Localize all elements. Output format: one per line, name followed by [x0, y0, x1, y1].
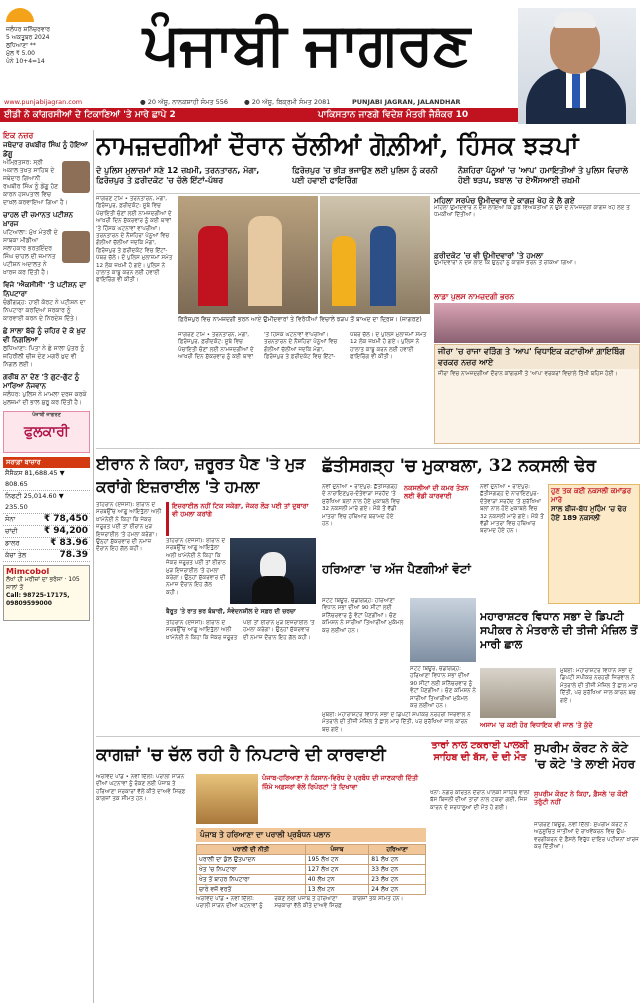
- nomination-photo: [434, 303, 640, 343]
- market-box: [3, 457, 90, 562]
- nanakshahi-date: ● 20 ਅੱਸੂ, ਨਾਨਕਸ਼ਾਹੀ ਸੰਮਤ 556: [140, 98, 228, 106]
- brief-text: ਪਟਿਆਲਾ: ਮੁੱਖ ਮੰਤਰੀ ਦੇ ਸਾਬਕਾ ਮੀਡੀਆ ਸਲਾਹਕਾਰ ਭਰਤਇੰਦਰ ਸਿੰਘ ਚਾਹਲ ਦੀ ਜ਼ਮਾਨਤ ਪਟੀਸ਼ਨ ਅਦਾਲਤ ਨੇ ਖ਼ਾਰਜ ਕਰ ਦਿੱਤੀ ਹੈ।: [3, 229, 58, 276]
- khamenei-photo: [230, 538, 316, 604]
- iran-text-3: ਤਹਿਰਾਨ (ਏਜੰਸੀ): ਈਰਾਨ ਦੇ ਸਰਬਉੱਚ ਆਗੂ ਆਇਤੁੱਲਾ ਅਲੀ ਖ਼ਾਮੇਨੇਈ ਨੇ ਕਿਹਾ ਕਿ ਜੇਕਰ ਜ਼ਰੂਰਤ ਪਈ ਤਾਂ ਈਰਾਨ ਮੁੜ ਇਜ਼ਰਾਈਲ 'ਤੇ ਹਮਲਾ ਕਰੇਗਾ। ਉਨ੍ਹਾਂ ਸ਼ੁੱਕਰਵਾਰ ਦੀ ਨਮਾਜ਼ ਦੌਰਾਨ ਇਹ ਗੱਲ ਕਹੀ।: [166, 620, 315, 641]
- table-header-row: [197, 845, 426, 855]
- nifty-value: ਨਿਫਟੀ 25,014.60 ▼ 235.50: [5, 492, 64, 511]
- brief-text: ਜਲੰਧਰ: ਪੁਲਿਸ ਨੇ ਮਾਮਲਾ ਦਰਜ ਕਰਕੇ ਮੁਲਜ਼ਮਾਂ ਦੀ ਭਾਲ ਸ਼ੁਰੂ ਕਰ ਦਿੱਤੀ ਹੈ।: [3, 391, 87, 406]
- photo-caption: ਫ਼ਿਰੋਜ਼ਪੁਰ ਵਿਚ ਨਾਮਜ਼ਦਗੀ ਭਰਨ ਆਏ ਉਮੀਦਵਾਰਾਂ ਤੇ ਵਿਰੋਧੀਆਂ ਵਿਚਾਲੇ ਝੜਪ ਤੋਂ ਬਾਅਦ ਦਾ ਦ੍ਰਿਸ਼। (ਜਾਗਰਣ): [178, 316, 422, 323]
- stubble-table: [196, 844, 426, 895]
- side-story-text: ਉਮੀਦਵਾਰਾਂ ਨੇ ਦੋਸ਼ ਲਾਏ ਕਿ ਉਨ੍ਹਾਂ ਨੂੰ ਕਾਗਜ਼ ਭਰਨ ਤੋਂ ਰੋਕਿਆ ਗਿਆ।: [434, 260, 577, 266]
- masthead-date: 5 ਅਕਤੂਬਰ 2024: [6, 34, 50, 41]
- subheadline-2: ਫ਼ਿਰੋਜ਼ਪੁਰ 'ਚ ਭੀੜ ਭਜਾਉਣ ਲਈ ਪੁਲਿਸ ਨੂੰ ਕਰਨੀ ਪਈ ਹਵਾਈ ਫਾਇਰਿੰਗ: [292, 166, 438, 185]
- sensex-row: [3, 468, 90, 491]
- supplement-label: ਪੰਜਾਬੀ ਜਾਗਰਣ: [32, 412, 61, 418]
- naxal-side-title[interactable]: ਨਕਸਲੀਆਂ ਦੀ ਕਮਰ ਤੋੜਨ ਲਈ ਵੱਡੀ ਕਾਰਵਾਈ: [404, 484, 469, 500]
- dollar-label: ਡਾਲਰ: [5, 539, 20, 547]
- side-story-title[interactable]: ਲਾਡਾ ਪੁਲਸ ਨਾਮਜ਼ਦਗੀ ਭਰਨ: [434, 292, 515, 301]
- left-column: [0, 130, 94, 1003]
- table-header: ਪੰਜਾਬ: [305, 845, 369, 855]
- maharashtra-text-2: ਮੁੰਬਈ: ਮਹਾਰਾਸ਼ਟਰ ਵਿਧਾਨ ਸਭਾ ਦੇ ਡਿਪਟੀ ਸਪੀਕਰ ਨਰਹਰੀ ਜਿਰਵਾਲ ਨੇ ਮੰਤਰਾਲੇ ਦੀ ਤੀਜੀ ਮੰਜ਼ਿਲ ਤੋਂ ਛਾਲ ਮਾਰ ਦਿੱਤੀ, ਪਰ ਸੁਰੱਖਿਆ ਜਾਲ ਕਾਰਨ ਬਚ ਗਏ।: [322, 712, 471, 733]
- gold-value: ₹ 78,450: [43, 514, 88, 524]
- lead-story-continued: ਜਾਗਰਣ ਟੀਮ • ਤਰਨਤਾਰਨ, ਮੋਗਾ, ਫ਼ਿਰੋਜ਼ਪੁਰ, ਫ਼ਰੀਦਕੋਟ: ਸੂਬੇ ਵਿਚ ਪੰਚਾਇਤੀ ਚੋਣਾਂ ਲਈ ਨਾਮਜ਼ਦਗੀਆਂ ਦੇ ਆਖ਼ਰੀ ਦਿਨ ਸ਼ੁੱਕਰਵਾਰ ਨੂੰ ਕਈ ਥਾਵਾਂ 'ਤੇ ਹਿੰਸਕ ਘਟਨਾਵਾਂ ਵਾਪਰੀਆਂ। ਤਰਨਤਾਰਨ ਦੇ ਨੌਸ਼ਹਿਰਾ ਪੰਨੂਆਂ ਵਿਚ ਗੋਲੀਆਂ ਚੱਲੀਆਂ ਜਦਕਿ ਮੋਗਾ, ਫ਼ਿਰੋਜ਼ਪੁਰ ਤੇ ਫ਼ਰੀਦਕੋਟ ਵਿਚ ਇੱਟਾਂ-ਪੱਥਰ ਚੱਲੇ। ਦੋ ਪੁਲਿਸ ਮੁਲਾਜ਼ਮਾਂ ਸਮੇਤ 12 ਲੋਕ ਜ਼ਖ਼ਮੀ ਹੋ ਗਏ। ਪੁਲਿਸ ਨੇ ਹਾਲਾਤ ਕਾਬੂ ਕਰਨ ਲਈ ਹਵਾਈ ਫਾਇਰਿੰਗ ਵੀ ਕੀਤੀ।: [178, 332, 427, 361]
- iran-text: ਤਹਿਰਾਨ (ਏਜੰਸੀ): ਈਰਾਨ ਦੇ ਸਰਬਉੱਚ ਆਗੂ ਆਇਤੁੱਲਾ ਅਲੀ ਖ਼ਾਮੇਨੇਈ ਨੇ ਕਿਹਾ ਕਿ ਜੇਕਰ ਜ਼ਰੂਰਤ ਪਈ ਤਾਂ ਈਰਾਨ ਮੁੜ ਇਜ਼ਰਾਈਲ 'ਤੇ ਹਮਲਾ ਕਰੇਗਾ। ਉਨ੍ਹਾਂ ਸ਼ੁੱਕਰਵਾਰ ਦੀ ਨਮਾਜ਼ ਦੌਰਾਨ ਇਹ ਗੱਲ ਕਹੀ।: [96, 502, 162, 553]
- table-cell: ਚਾਰੇ ਵਜੋਂ ਵਰਤੋਂ: [197, 885, 306, 895]
- haryana-text: ਸਟੇਟ ਬਿਊਰੋ, ਚੰਡੀਗੜ੍ਹ: ਹਰਿਆਣਾ ਵਿਧਾਨ ਸਭਾ ਦੀਆਂ 90 ਸੀਟਾਂ ਲਈ ਸ਼ਨਿੱਚਰਵਾਰ ਨੂੰ ਵੋਟਾਂ ਪੈਣਗੀਆਂ। ਚੋਣ ਕਮਿਸ਼ਨ ਨੇ ਸਾਰੀਆਂ ਤਿਆਰੀਆਂ ਮੁਕੰਮਲ ਕਰ ਲਈਆਂ ਹਨ।: [322, 598, 404, 634]
- teaser-left[interactable]: ਈਡੀ ਨੇ ਕਾਂਗਰਸੀਆਂ ਦੇ ਟਿਕਾਣਿਆਂ 'ਤੇ ਮਾਰੇ ਛਾਪੇ 2: [4, 110, 176, 120]
- silver-row: [3, 526, 90, 538]
- crude-label: ਕੱਚਾ ਤੇਲ: [5, 551, 27, 559]
- iran-headline[interactable]: ਈਰਾਨ ਨੇ ਕਿਹਾ, ਜ਼ਰੂਰਤ ਪੈਣ 'ਤੇ ਮੁੜ ਕਰਾਂਗੇ ਇਜ਼ਰਾਈਲ 'ਤੇ ਹਮਲਾ: [96, 454, 306, 496]
- masthead-pages: ਪੰਨੇ 10+4=14: [6, 58, 45, 65]
- table-row: [197, 875, 426, 885]
- haryana-headline[interactable]: ਹਰਿਆਣਾ 'ਚ ਅੱਜ ਪੈਣਗੀਆਂ ਵੋਟਾਂ: [322, 562, 471, 576]
- zira-box-text: ਜ਼ੀਰਾ ਵਿਚ ਨਾਮਜ਼ਦਗੀਆਂ ਦੌਰਾਨ ਕਾਂਗਰਸੀ ਤੇ 'ਆਪ' ਵਰਕਰਾਂ ਵਿਚਾਲੇ ਤਿੱਖੀ ਬਹਿਸ ਹੋਈ।: [438, 371, 618, 377]
- gold-row: [3, 514, 90, 526]
- masthead-info: [6, 8, 94, 66]
- jathedar-photo: [62, 161, 90, 193]
- sun-logo-icon: [6, 8, 34, 22]
- stubble-text-2: ਅਰਵਿੰਦ ਪਾਂਡੇ • ਨਵੀਂ ਦਿੱਲੀ: ਪਰਾਲੀ ਸਾੜਨ ਦੀਆਂ ਘਟਨਾਵਾਂ ਨੂੰ ਰੋਕਣ ਲਈ ਪੰਜਾਬ ਤੇ ਹਰਿਆਣਾ ਸਰਕਾਰਾਂ ਵੱਲੋਂ ਕੀਤੇ ਦਾਅਵੇ ਸਿਰਫ਼ ਕਾਗਜ਼ਾਂ ਤਕ ਸੀਮਤ ਹਨ।: [196, 896, 404, 910]
- masthead-city-day: ਜਲੰਧਰ ਸ਼ਨਿੱਚਰਵਾਰ: [6, 26, 51, 33]
- newspaper-title: ਪੰਜਾਬੀ ਜਾਗਰਣ: [142, 10, 470, 78]
- subheadline-3: ਨੌਸ਼ਹਿਰਾ ਪੰਨੂਆਂ 'ਚ 'ਆਪ' ਹਮਾਇਤੀਆਂ ਤੇ ਪੁਲਿਸ ਵਿਚਾਲੇ ਹੋਈ ਝੜਪ, ਝਬਾਲ 'ਚ ਏਐੱਸਆਈ ਜ਼ਖ਼ਮੀ: [458, 166, 628, 185]
- masthead-infobar: [0, 96, 518, 108]
- iran-caption: ਬੈਰੂਤ 'ਤੇ ਰਾਤ ਭਰ ਬੰਬਾਰੀ, ਸੰਵੇਦਨਸ਼ੀਲ ਦੇ ਸਫ਼ਰ ਦੀ ਚਰਚਾ: [166, 608, 296, 615]
- table-cell: 33 ਲੱਖ ਟਨ: [369, 865, 426, 875]
- naxal-box: [548, 484, 640, 604]
- brief-text: ਲੁਧਿਆਣਾ: ਪਿਤਾ ਨੇ ਛੇ ਸਾਲਾ ਪੁੱਤਰ ਨੂੰ ਜ਼ਹਿਰੀਲੀ ਚੀਜ਼ ਦੇਣ ਮਗਰੋਂ ਖ਼ੁਦ ਵੀ ਨਿਗਲ ਲਈ।: [3, 345, 85, 368]
- table-header: ਪਰਾਲੀ ਦੀ ਨੀਤੀ: [197, 845, 306, 855]
- brief-title[interactable]: ਗਰੀਬ ਨਾ ਦੇਣ 'ਤੇ ਗੁਟ-ਗੁੱਟ ਨੂੰ ਮਾਰਿਆ ਨੋਜਵਾਨ: [3, 373, 80, 390]
- side-story-text: ਮਹਿਲਾ ਉਮੀਦਵਾਰ ਨੇ ਦੋਸ਼ ਲਾਇਆ ਕਿ ਕੁਝ ਵਿਅਕਤੀਆਂ ਨੇ ਉਸ ਦੇ ਨਾਮਜ਼ਦਗੀ ਕਾਗਜ਼ ਖੋਹ ਲਏ ਤੇ ਧਮਕੀਆਂ ਦਿੱਤੀਆਂ।: [434, 205, 630, 219]
- teaser-strip: [0, 108, 518, 122]
- chahal-photo: [62, 231, 90, 263]
- naxal-text-2: ਨਵੀਂ ਦੁਨੀਆ • ਰਾਏਪੁਰ: ਛੱਤੀਸਗੜ੍ਹ ਦੇ ਨਾਰਾਇਣਪੁਰ-ਦੰਤੇਵਾੜਾ ਸਰਹੱਦ 'ਤੇ ਸੁਰੱਖਿਆ ਬਲਾਂ ਨਾਲ ਹੋਏ ਮੁਕਾਬਲੇ ਵਿਚ 32 ਨਕਸਲੀ ਮਾਰੇ ਗਏ। ਮੌਕੇ ਤੋਂ ਵੱਡੀ ਮਾਤਰਾ ਵਿਚ ਹਥਿਆਰ ਬਰਾਮਦ ਹੋਏ ਹਨ।: [480, 484, 544, 535]
- masthead-edition: ਲੁਧਿਆਣਾ **: [6, 42, 36, 49]
- clash-photo-2: [320, 196, 430, 314]
- table-header: ਹਰਿਆਣਾ: [369, 845, 426, 855]
- brief-title[interactable]: ਵਿਜੇ 'ਐਕਸੀਸੀ' 'ਤੇ ਪਟੀਸ਼ਨ ਦਾ ਨਿਪਟਾਰਾ: [3, 281, 86, 298]
- ad-brand: Mimcobol: [6, 567, 50, 576]
- naxal-text: ਨਵੀਂ ਦੁਨੀਆ • ਰਾਏਪੁਰ: ਛੱਤੀਸਗੜ੍ਹ ਦੇ ਨਾਰਾਇਣਪੁਰ-ਦੰਤੇਵਾੜਾ ਸਰਹੱਦ 'ਤੇ ਸੁਰੱਖਿਆ ਬਲਾਂ ਨਾਲ ਹੋਏ ਮੁਕਾਬਲੇ ਵਿਚ 32 ਨਕਸਲੀ ਮਾਰੇ ਗਏ। ਮੌਕੇ ਤੋਂ ਵੱਡੀ ਮਾਤਰਾ ਵਿਚ ਹਥਿਆਰ ਬਰਾਮਦ ਹੋਏ ਹਨ।: [322, 484, 400, 528]
- table-row: [197, 865, 426, 875]
- iran-quote: ਇਜ਼ਰਾਈਲ ਨਹੀਂ ਟਿਕ ਸਕੇਗਾ, ਜੇਕਰ ਲੋੜ ਪਈ ਤਾਂ ਦੁਬਾਰਾ ਵੀ ਹਮਲਾ ਕਰਾਂਗੇ: [166, 502, 316, 536]
- sc-side: ਸੁਪਰੀਮ ਕੋਰਟ ਨੇ ਕਿਹਾ, ਫ਼ੈਸਲੇ 'ਚ ਕੋਈ ਤਰੁੱਟੀ ਨਹੀਂ: [534, 790, 628, 806]
- zira-box: [434, 344, 640, 444]
- edition-name: PUNJABI JAGRAN, JALANDHAR: [352, 98, 461, 106]
- clash-photo-1: [178, 196, 318, 314]
- lead-story-text: ਜਾਗਰਣ ਟੀਮ • ਤਰਨਤਾਰਨ, ਮੋਗਾ, ਫ਼ਿਰੋਜ਼ਪੁਰ, ਫ਼ਰੀਦਕੋਟ: ਸੂਬੇ ਵਿਚ ਪੰਚਾਇਤੀ ਚੋਣਾਂ ਲਈ ਨਾਮਜ਼ਦਗੀਆਂ ਦੇ ਆਖ਼ਰੀ ਦਿਨ ਸ਼ੁੱਕਰਵਾਰ ਨੂੰ ਕਈ ਥਾਵਾਂ 'ਤੇ ਹਿੰਸਕ ਘਟਨਾਵਾਂ ਵਾਪਰੀਆਂ। ਤਰਨਤਾਰਨ ਦੇ ਨੌਸ਼ਹਿਰਾ ਪੰਨੂਆਂ ਵਿਚ ਗੋਲੀਆਂ ਚੱਲੀਆਂ ਜਦਕਿ ਮੋਗਾ, ਫ਼ਿਰੋਜ਼ਪੁਰ ਤੇ ਫ਼ਰੀਦਕੋਟ ਵਿਚ ਇੱਟਾਂ-ਪੱਥਰ ਚੱਲੇ। ਦੋ ਪੁਲਿਸ ਮੁਲਾਜ਼ਮਾਂ ਸਮੇਤ 12 ਲੋਕ ਜ਼ਖ਼ਮੀ ਹੋ ਗਏ। ਪੁਲਿਸ ਨੇ ਹਾਲਾਤ ਕਾਬੂ ਕਰਨ ਲਈ ਹਵਾਈ ਫਾਇਰਿੰਗ ਵੀ ਕੀਤੀ।: [96, 196, 173, 284]
- teaser-right[interactable]: ਪਾਕਿਸਤਾਨ ਜਾਣਗੇ ਵਿਦੇਸ਼ ਮੰਤਰੀ ਜੈਸ਼ੰਕਰ 10: [318, 110, 469, 120]
- dollar-value: ₹ 83.96: [50, 538, 88, 548]
- silver-value: ₹ 94,200: [43, 526, 88, 536]
- supplement-name: ਫੁਲਕਾਰੀ: [23, 424, 70, 440]
- dollar-row: [3, 538, 90, 550]
- subheadline-1: ਦੋ ਪੁਲਿਸ ਮੁਲਾਜ਼ਮਾਂ ਸਣੇ 12 ਜ਼ਖ਼ਮੀ, ਤਰਨਤਾਰਨ, ਮੋਗਾ, ਫ਼ਿਰੋਜ਼ਪੁਰ ਤੇ ਫ਼ਰੀਦਕੋਟ 'ਚ ਚੱਲੇ ਇੱਟਾਂ-ਪੱਥਰ: [96, 166, 260, 185]
- table-cell: ਖੇਤ ਤੋਂ ਬਾਹਰ ਨਿਪਟਾਰਾ: [197, 875, 306, 885]
- stubble-headline[interactable]: ਕਾਗਜ਼ਾਂ 'ਚ ਚੱਲ ਰਹੀ ਹੈ ਨਿਪਟਾਰੇ ਦੀ ਕਾਰਵਾਈ: [96, 745, 386, 765]
- website-link[interactable]: www.punjabijagran.com: [4, 98, 83, 106]
- brief-title[interactable]: ਚਾਹਲ ਦੀ ਜ਼ਮਾਨਤ ਪਟੀਸ਼ਨ ਖ਼ਾਰਜ: [3, 211, 73, 228]
- palki-headline[interactable]: ਤਾਰਾਂ ਨਾਲ ਟਕਰਾਈ ਪਾਲਕੀ ਸਾਹਿਬ ਦੀ ਬੱਸ, ਦੋ ਦੀ ਮੌਤ: [431, 740, 529, 763]
- net-photo: [480, 668, 556, 718]
- table-cell: 23 ਲੱਖ ਟਨ: [369, 875, 426, 885]
- main-headline[interactable]: ਨਾਮਜ਼ਦਗੀਆਂ ਦੌਰਾਨ ਚੱਲੀਆਂ ਗੋਲ਼ੀਆਂ, ਹਿੰਸਕ ਝੜਪਾਂ: [96, 131, 579, 160]
- phulkari-supplement[interactable]: [3, 411, 90, 453]
- bikrami-date: ● 20 ਅੱਸੂ, ਬਿਕ੍ਰਮੀ ਸੰਮਤ 2081: [244, 98, 331, 106]
- table-title: ਪੰਜਾਬ ਤੇ ਹਰਿਆਣਾ ਦਾ ਪਰਾਲੀ ਪ੍ਰਬੰਧਨ ਪਲਾਨ: [196, 828, 426, 842]
- maharashtra-headline[interactable]: ਮਹਾਰਾਸ਼ਟਰ ਵਿਧਾਨ ਸਭਾ ਦੇ ਡਿਪਟੀ ਸਪੀਕਰ ਨੇ ਮੰਤਰਾਲੇ ਦੀ ਤੀਜੀ ਮੰਜ਼ਿਲ ਤੋਂ ਮਾਰੀ ਛਾਲ: [480, 610, 638, 651]
- stubble-bullets: [262, 774, 426, 824]
- stubble-text: ਅਰਵਿੰਦ ਪਾਂਡੇ • ਨਵੀਂ ਦਿੱਲੀ: ਪਰਾਲੀ ਸਾੜਨ ਦੀਆਂ ਘਟਨਾਵਾਂ ਨੂੰ ਰੋਕਣ ਲਈ ਪੰਜਾਬ ਤੇ ਹਰਿਆਣਾ ਸਰਕਾਰਾਂ ਵੱਲੋਂ ਕੀਤੇ ਦਾਅਵੇ ਸਿਰਫ਼ ਕਾਗਜ਼ਾਂ ਤਕ ਸੀਮਤ ਹਨ।: [96, 774, 186, 803]
- haryana-text-2: ਸਟੇਟ ਬਿਊਰੋ, ਚੰਡੀਗੜ੍ਹ: ਹਰਿਆਣਾ ਵਿਧਾਨ ਸਭਾ ਦੀਆਂ 90 ਸੀਟਾਂ ਲਈ ਸ਼ਨਿੱਚਰਵਾਰ ਨੂੰ ਵੋਟਾਂ ਪੈਣਗੀਆਂ। ਚੋਣ ਕਮਿਸ਼ਨ ਨੇ ਸਾਰੀਆਂ ਤਿਆਰੀਆਂ ਮੁਕੰਮਲ ਕਰ ਲਈਆਂ ਹਨ।: [410, 666, 476, 710]
- naxal-box-text: ਸਾਲ ਬੀਜ-ਬੱਧ ਮੁਹਿੰਮ 'ਚ ਢੇਰ ਹੋਏ 189 ਨਕਸਲੀ: [551, 505, 627, 522]
- brief-title[interactable]: ਜਥੇਦਾਰ ਰਘਬੀਰ ਸਿੰਘ ਨੂੰ ਹੋਇਆ ਡੇਂਗੂ: [3, 141, 88, 158]
- stubble-bullet: ਪੰਜਾਬ-ਹਰਿਆਣਾ ਨੇ ਕਿਸਾਨ-ਵਿਰੋਧ ਦੇ ਪ੍ਰਬੰਧ ਦੀ ਜਾਣਕਾਰੀ ਦਿੱਤੀ: [262, 774, 419, 782]
- market-title: ਸਰਾਫ਼ਾ ਬਾਜ਼ਾਰ: [3, 457, 90, 468]
- table-cell: ਖੇਤ 'ਚ ਨਿਪਟਾਰਾ: [197, 865, 306, 875]
- jaishankar-photo: [518, 8, 636, 124]
- nifty-row: [3, 491, 90, 514]
- polling-photo: [410, 598, 476, 662]
- zira-box-title[interactable]: ਜੀਰਾ 'ਚ ਰਾਜਾ ਵੜਿੰਗ ਤੇ 'ਆਪ' ਵਿਧਾਇਕ ਕਟਾਰੀਆਂ ਗ਼ਾਇਬਿੰਗ ਵਰਕਰ ਨਜ਼ਰ ਆਏ: [435, 345, 639, 369]
- side-story-title[interactable]: ਮਹਿਲਾ ਸਰਪੰਚ ਉਮੀਦਵਾਰ ਦੇ ਕਾਗਜ਼ ਖੋਹ ਕੇ ਲੈ ਗਏ: [434, 196, 575, 205]
- sc-headline[interactable]: ਸੁਪਰੀਮ ਕੋਰਟ ਨੇ ਕੋਟੇ 'ਚ ਕੋਟੇ 'ਤੇ ਲਾਈ ਮੋਹਰ: [534, 741, 636, 771]
- table-row: [197, 885, 426, 895]
- table-cell: 24 ਲੱਖ ਟਨ: [369, 885, 426, 895]
- brief-text: ਅੰਮ੍ਰਿਤਸਰ: ਸ੍ਰੀ ਅਕਾਲ ਤਖ਼ਤ ਸਾਹਿਬ ਦੇ ਜਥੇਦਾਰ ਗਿਆਨੀ ਰਘਬੀਰ ਸਿੰਘ ਨੂੰ ਡੇਂਗੂ ਹੋਣ ਕਾਰਨ ਹਸਪਤਾਲ ਵਿਚ ਦਾਖ਼ਲ ਕਰਵਾਇਆ ਗਿਆ ਹੈ।: [3, 159, 68, 206]
- table-row: [197, 855, 426, 865]
- silver-label: ਚਾਂਦੀ: [5, 527, 18, 535]
- iran-text-2: ਤਹਿਰਾਨ (ਏਜੰਸੀ): ਈਰਾਨ ਦੇ ਸਰਬਉੱਚ ਆਗੂ ਆਇਤੁੱਲਾ ਅਲੀ ਖ਼ਾਮੇਨੇਈ ਨੇ ਕਿਹਾ ਕਿ ਜੇਕਰ ਜ਼ਰੂਰਤ ਪਈ ਤਾਂ ਈਰਾਨ ਮੁੜ ਇਜ਼ਰਾਈਲ 'ਤੇ ਹਮਲਾ ਕਰੇਗਾ। ਉਨ੍ਹਾਂ ਸ਼ੁੱਕਰਵਾਰ ਦੀ ਨਮਾਜ਼ ਦੌਰਾਨ ਇਹ ਗੱਲ ਕਹੀ।: [166, 538, 226, 596]
- maharashtra-text: ਮੁੰਬਈ: ਮਹਾਰਾਸ਼ਟਰ ਵਿਧਾਨ ਸਭਾ ਦੇ ਡਿਪਟੀ ਸਪੀਕਰ ਨਰਹਰੀ ਜਿਰਵਾਲ ਨੇ ਮੰਤਰਾਲੇ ਦੀ ਤੀਜੀ ਮੰਜ਼ਿਲ ਤੋਂ ਛਾਲ ਮਾਰ ਦਿੱਤੀ, ਪਰ ਸੁਰੱਖਿਆ ਜਾਲ ਕਾਰਨ ਬਚ ਗਏ।: [560, 668, 638, 704]
- table-cell: 127 ਲੱਖ ਟਨ: [305, 865, 369, 875]
- ad-phone: Call: 98725-17175, 09809599000: [6, 592, 70, 607]
- table-cell: 40 ਲੱਖ ਟਨ: [305, 875, 369, 885]
- maharashtra-side: ਅਸਾਮ 'ਚ ਕਈ ਹੋਰ ਵਿਧਾਇਕ ਵੀ ਜਾਲ 'ਤੇ ਕੁੱਦੇ: [480, 721, 593, 729]
- gold-label: ਸੋਨਾ: [5, 515, 16, 523]
- advertisement[interactable]: [3, 565, 90, 621]
- side-story-title[interactable]: ਫ਼ਰੀਦਕੋਟ 'ਚ ਵੀ ਉਮੀਦਵਾਰਾਂ 'ਤੇ ਹਮਲਾ: [434, 251, 544, 260]
- stubble-photo: [196, 774, 258, 824]
- palki-text: ਖੰਨਾ: ਨਗਰ ਕੀਰਤਨ ਦੌਰਾਨ ਪਾਲਕੀ ਸਾਹਿਬ ਵਾਲੀ ਬੱਸ ਬਿਜਲੀ ਦੀਆਂ ਤਾਰਾਂ ਨਾਲ ਟਕਰਾ ਗਈ, ਜਿਸ ਕਾਰਨ ਦੋ ਸ਼ਰਧਾਲੂਆਂ ਦੀ ਮੌਤ ਹੋ ਗਈ।: [430, 790, 530, 811]
- crude-value: 78.39: [59, 550, 88, 560]
- masthead-price: ਮੁੱਲ ₹ 5.00: [6, 50, 35, 57]
- crude-row: [3, 550, 90, 562]
- section-title: ਇਕ ਨਜ਼ਰ: [3, 131, 34, 140]
- naxal-headline[interactable]: ਛੱਤੀਸਗੜ੍ਹ 'ਚ ਮੁਕਾਬਲਾ, 32 ਨਕਸਲੀ ਢੇਰ: [322, 456, 597, 476]
- naxal-box-title: ਹੁਣ ਤਕ ਕਈ ਨਕਸਲੀ ਕਮਾਂਡਰ ਮਾਰੇ: [551, 487, 632, 504]
- brief-title[interactable]: ਛੇ ਸਾਲਾ ਬੱਚੇ ਨੂੰ ਜ਼ਹਿਰ ਦੇ ਕੇ ਖ਼ੁਦ ਵੀ ਨਿਗਲਿਆ: [3, 327, 86, 344]
- ad-text: ਲੱਖਾਂ ਹੀ ਮਰੀਜ਼ਾਂ ਦਾ ਭਰੋਸਾ · 105 ਸਾਲਾਂ ਤੋਂ: [6, 576, 80, 591]
- table-cell: 81 ਲੱਖ ਟਨ: [369, 855, 426, 865]
- sensex-value: ਸੈਂਸੈਕਸ 81,688.45 ▼ 808.65: [5, 469, 65, 488]
- sc-text: ਜਾਗਰਣ ਬਿਊਰੋ, ਨਵੀਂ ਦਿੱਲੀ: ਸੁਪਰੀਮ ਕੋਰਟ ਨੇ ਅਨੁਸੂਚਿਤ ਜਾਤੀਆਂ ਦੇ ਰਾਖਵੇਂਕਰਨ ਵਿਚ ਉਪ-ਵਰਗੀਕਰਨ ਦੇ ਫ਼ੈਸਲੇ ਵਿਰੁੱਧ ਦਾਇਰ ਪਟੀਸ਼ਨਾਂ ਖ਼ਾਰਜ ਕਰ ਦਿੱਤੀਆਂ।: [534, 822, 639, 851]
- stubble-bullet: ਜ਼ਿੰਮੇ ਅਫ਼ਸਰਾਂ ਵੱਲੋਂ ਰਿਪੋਰਟਾਂ 'ਤੇ ਦਿਖਾਵਾ: [262, 783, 358, 791]
- table-cell: ਪਰਾਲੀ ਦਾ ਕੁੱਲ ਉਤਪਾਦਨ: [197, 855, 306, 865]
- table-cell: 13 ਲੱਖ ਟਨ: [305, 885, 369, 895]
- table-cell: 195 ਲੱਖ ਟਨ: [305, 855, 369, 865]
- brief-text: ਚੰਡੀਗੜ੍ਹ: ਹਾਈ ਕੋਰਟ ਨੇ ਪਟੀਸ਼ਨ ਦਾ ਨਿਪਟਾਰਾ ਕਰਦਿਆਂ ਸਰਕਾਰ ਨੂੰ ਕਾਰਵਾਈ ਕਰਨ ਦੇ ਨਿਰਦੇਸ਼ ਦਿੱਤੇ।: [3, 299, 86, 322]
- side-stories: [434, 196, 640, 340]
- subheadlines: [96, 164, 640, 192]
